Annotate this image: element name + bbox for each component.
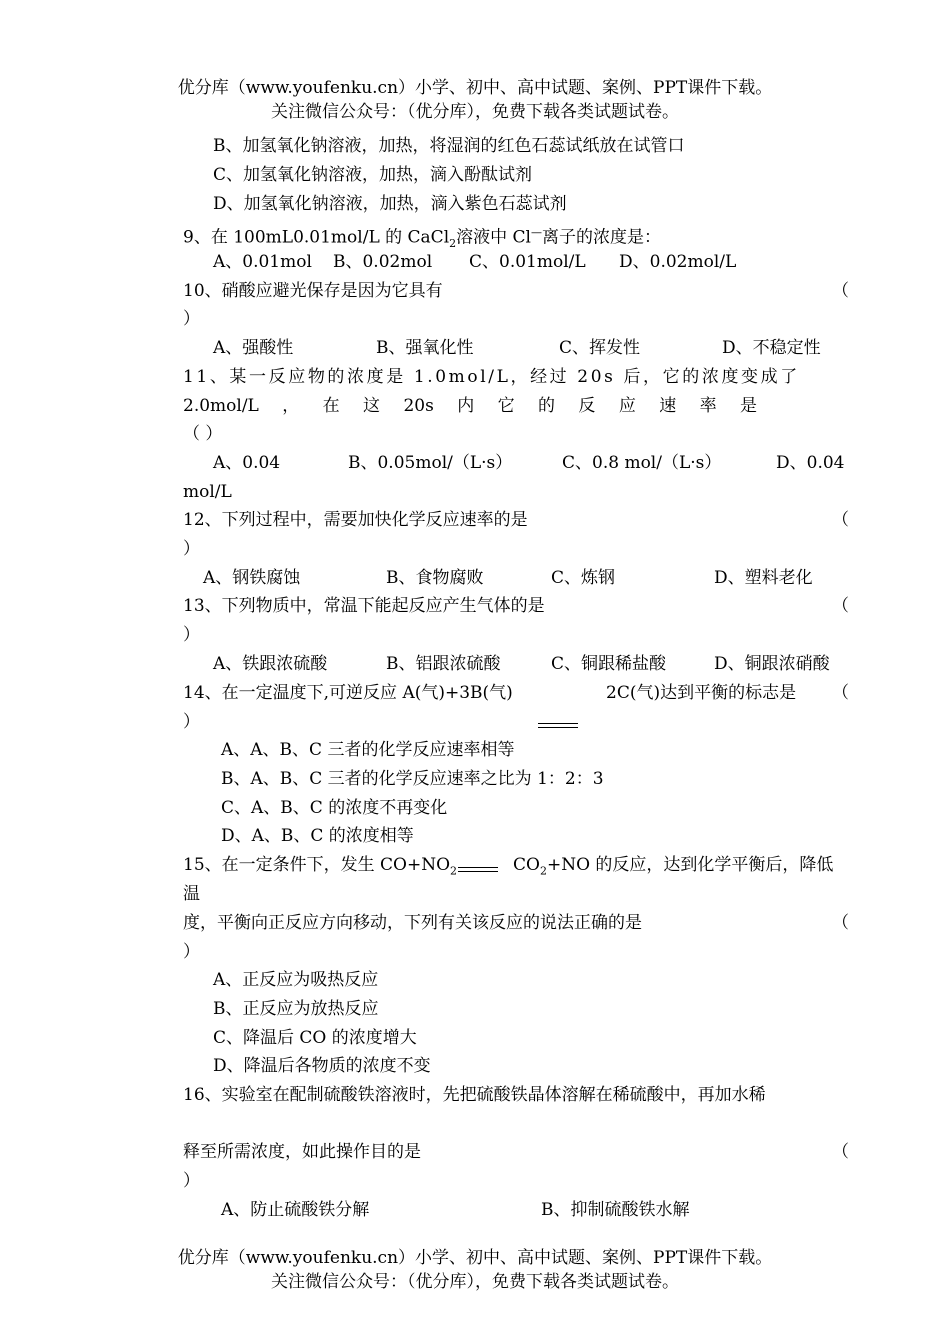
q14-answer-paren-close: ） [183, 712, 200, 732]
q16-answer-paren-open: （ [832, 1142, 849, 1162]
q16-option-a: A、防止硫酸铁分解 [221, 1200, 370, 1220]
q12-option-c: C、炼钢 [551, 568, 616, 588]
q11-option-c: C、0.8 mol/（L·s） [562, 453, 722, 473]
q10-stem: 10、硝酸应避光保存是因为它具有 [183, 281, 443, 301]
q11-option-d: D、0.04 [776, 453, 845, 473]
q9-option-d: D、0.02mol/L [619, 252, 737, 272]
q13-stem: 13、下列物质中，常温下能起反应产生气体的是 [183, 596, 545, 616]
q10-option-b: B、强氧化性 [376, 338, 474, 358]
q12-answer-paren-open: （ [832, 510, 849, 530]
q16-answer-paren-close: ） [183, 1171, 200, 1191]
q15-option-c: C、降温后 CO 的浓度增大 [213, 1028, 417, 1048]
equilibrium-arrow-icon-2 [458, 866, 498, 874]
q8-option-d: D、加氢氧化钠溶液，加热，滴入紫色石蕊试剂 [213, 194, 567, 214]
q12-answer-paren-close: ） [183, 539, 200, 559]
q15-answer-paren-close: ） [183, 942, 200, 962]
q13-answer-paren-close: ） [183, 625, 200, 645]
q16-stem-line-1: 16、实验室在配制硫酸铁溶液时，先把硫酸铁晶体溶解在稀硫酸中，再加水稀 [183, 1085, 766, 1105]
q13-option-a: A、铁跟浓硫酸 [213, 654, 328, 674]
q9-stem: 9、在 100mL0.01mol/L 的 CaCl$_2$溶液中 Cl—离子的浓度是： [183, 226, 661, 251]
q11-option-d-unit: mol/L [183, 482, 232, 502]
q15-stem-wrap: 温 [183, 884, 200, 904]
q14-option-d: D、A、B、C 的浓度相等 [221, 826, 414, 846]
footer-line-2: 关注微信公众号：（优分库），免费下载各类试题试卷。 [271, 1272, 679, 1292]
q8-option-b: B、加氢氧化钠溶液，加热，将湿润的红色石蕊试纸放在试管口 [213, 136, 685, 156]
page-footer [0, 1246, 950, 1294]
q14-stem-part-1: 14、在一定温度下,可逆反应 A(气)+3B(气) [183, 683, 513, 703]
q13-option-c: C、铜跟稀盐酸 [551, 654, 667, 674]
q15-option-d: D、降温后各物质的浓度不变 [213, 1056, 431, 1076]
q14-option-b: B、A、B、C 三者的化学反应速率之比为 1：2：3 [221, 769, 604, 789]
q14-option-c: C、A、B、C 的浓度不再变化 [221, 798, 448, 818]
q13-option-d: D、铜跟浓硝酸 [714, 654, 830, 674]
q14-option-a: A、A、B、C 三者的化学反应速率相等 [221, 740, 515, 760]
q9-option-c: C、0.01mol/L [469, 252, 586, 272]
q12-option-b: B、食物腐败 [386, 568, 484, 588]
q15-answer-paren-open: （ [832, 913, 849, 933]
q10-answer-paren-open: （ [832, 281, 849, 301]
q10-option-a: A、强酸性 [213, 338, 294, 358]
q10-option-c: C、挥发性 [559, 338, 641, 358]
q11-stem-line-3: （ ） [183, 424, 223, 444]
equilibrium-arrow-icon [538, 722, 578, 730]
q10-answer-paren-close: ） [183, 309, 200, 329]
q13-option-b: B、铝跟浓硫酸 [386, 654, 501, 674]
q9-option-a: A、0.01mol [213, 252, 312, 272]
q15-option-b: B、正反应为放热反应 [213, 999, 379, 1019]
q15-stem-part-1: 15、在一定条件下，发生 $CO+NO_2$ [183, 855, 458, 878]
header-line-2: 关注微信公众号：（优分库），免费下载各类试题试卷。 [271, 102, 679, 122]
q12-option-a: A、钢铁腐蚀 [203, 568, 301, 588]
footer-line-1: 优分库（www.youfenku.cn）小学、初中、高中试题、案例、PPT课件下载。 [177, 1248, 773, 1268]
q14-answer-paren-open: （ [832, 683, 849, 703]
q11-stem-line-2: 2.0mol/L ， 在 这 20s 内 它 的 反 应 速 率 是 [183, 396, 758, 416]
q13-answer-paren-open: （ [832, 596, 849, 616]
q11-option-b: B、0.05mol/（L·s） [348, 453, 513, 473]
q15-stem-part-2: $CO_2+NO$ 的反应，达到化学平衡后，降低 [513, 855, 834, 878]
q16-option-b: B、抑制硫酸铁水解 [541, 1200, 690, 1220]
q12-stem: 12、下列过程中，需要加快化学反应速率的是 [183, 510, 528, 530]
q9-option-b: B、0.02mol [333, 252, 433, 272]
header-line-1: 优分库（www.youfenku.cn）小学、初中、高中试题、案例、PPT课件下载。 [177, 78, 773, 98]
page-header [0, 76, 950, 124]
q14-stem-part-2: 2C(气)达到平衡的标志是 [606, 683, 797, 703]
q11-stem-line-1: 11、某一反应物的浓度是 1.0mol/L，经过 20s 后，它的浓度变成了 [183, 367, 800, 387]
q16-stem-line-2: 释至所需浓度，如此操作目的是 [183, 1142, 421, 1162]
q12-option-d: D、塑料老化 [714, 568, 813, 588]
q8-option-c: C、加氢氧化钠溶液，加热，滴入酚酞试剂 [213, 165, 533, 185]
q15-stem-line-2: 度，平衡向正反应方向移动，下列有关该反应的说法正确的是 [183, 913, 642, 933]
q10-option-d: D、不稳定性 [722, 338, 821, 358]
q15-option-a: A、正反应为吸热反应 [213, 970, 379, 990]
q11-option-a: A、0.04 [213, 453, 281, 473]
